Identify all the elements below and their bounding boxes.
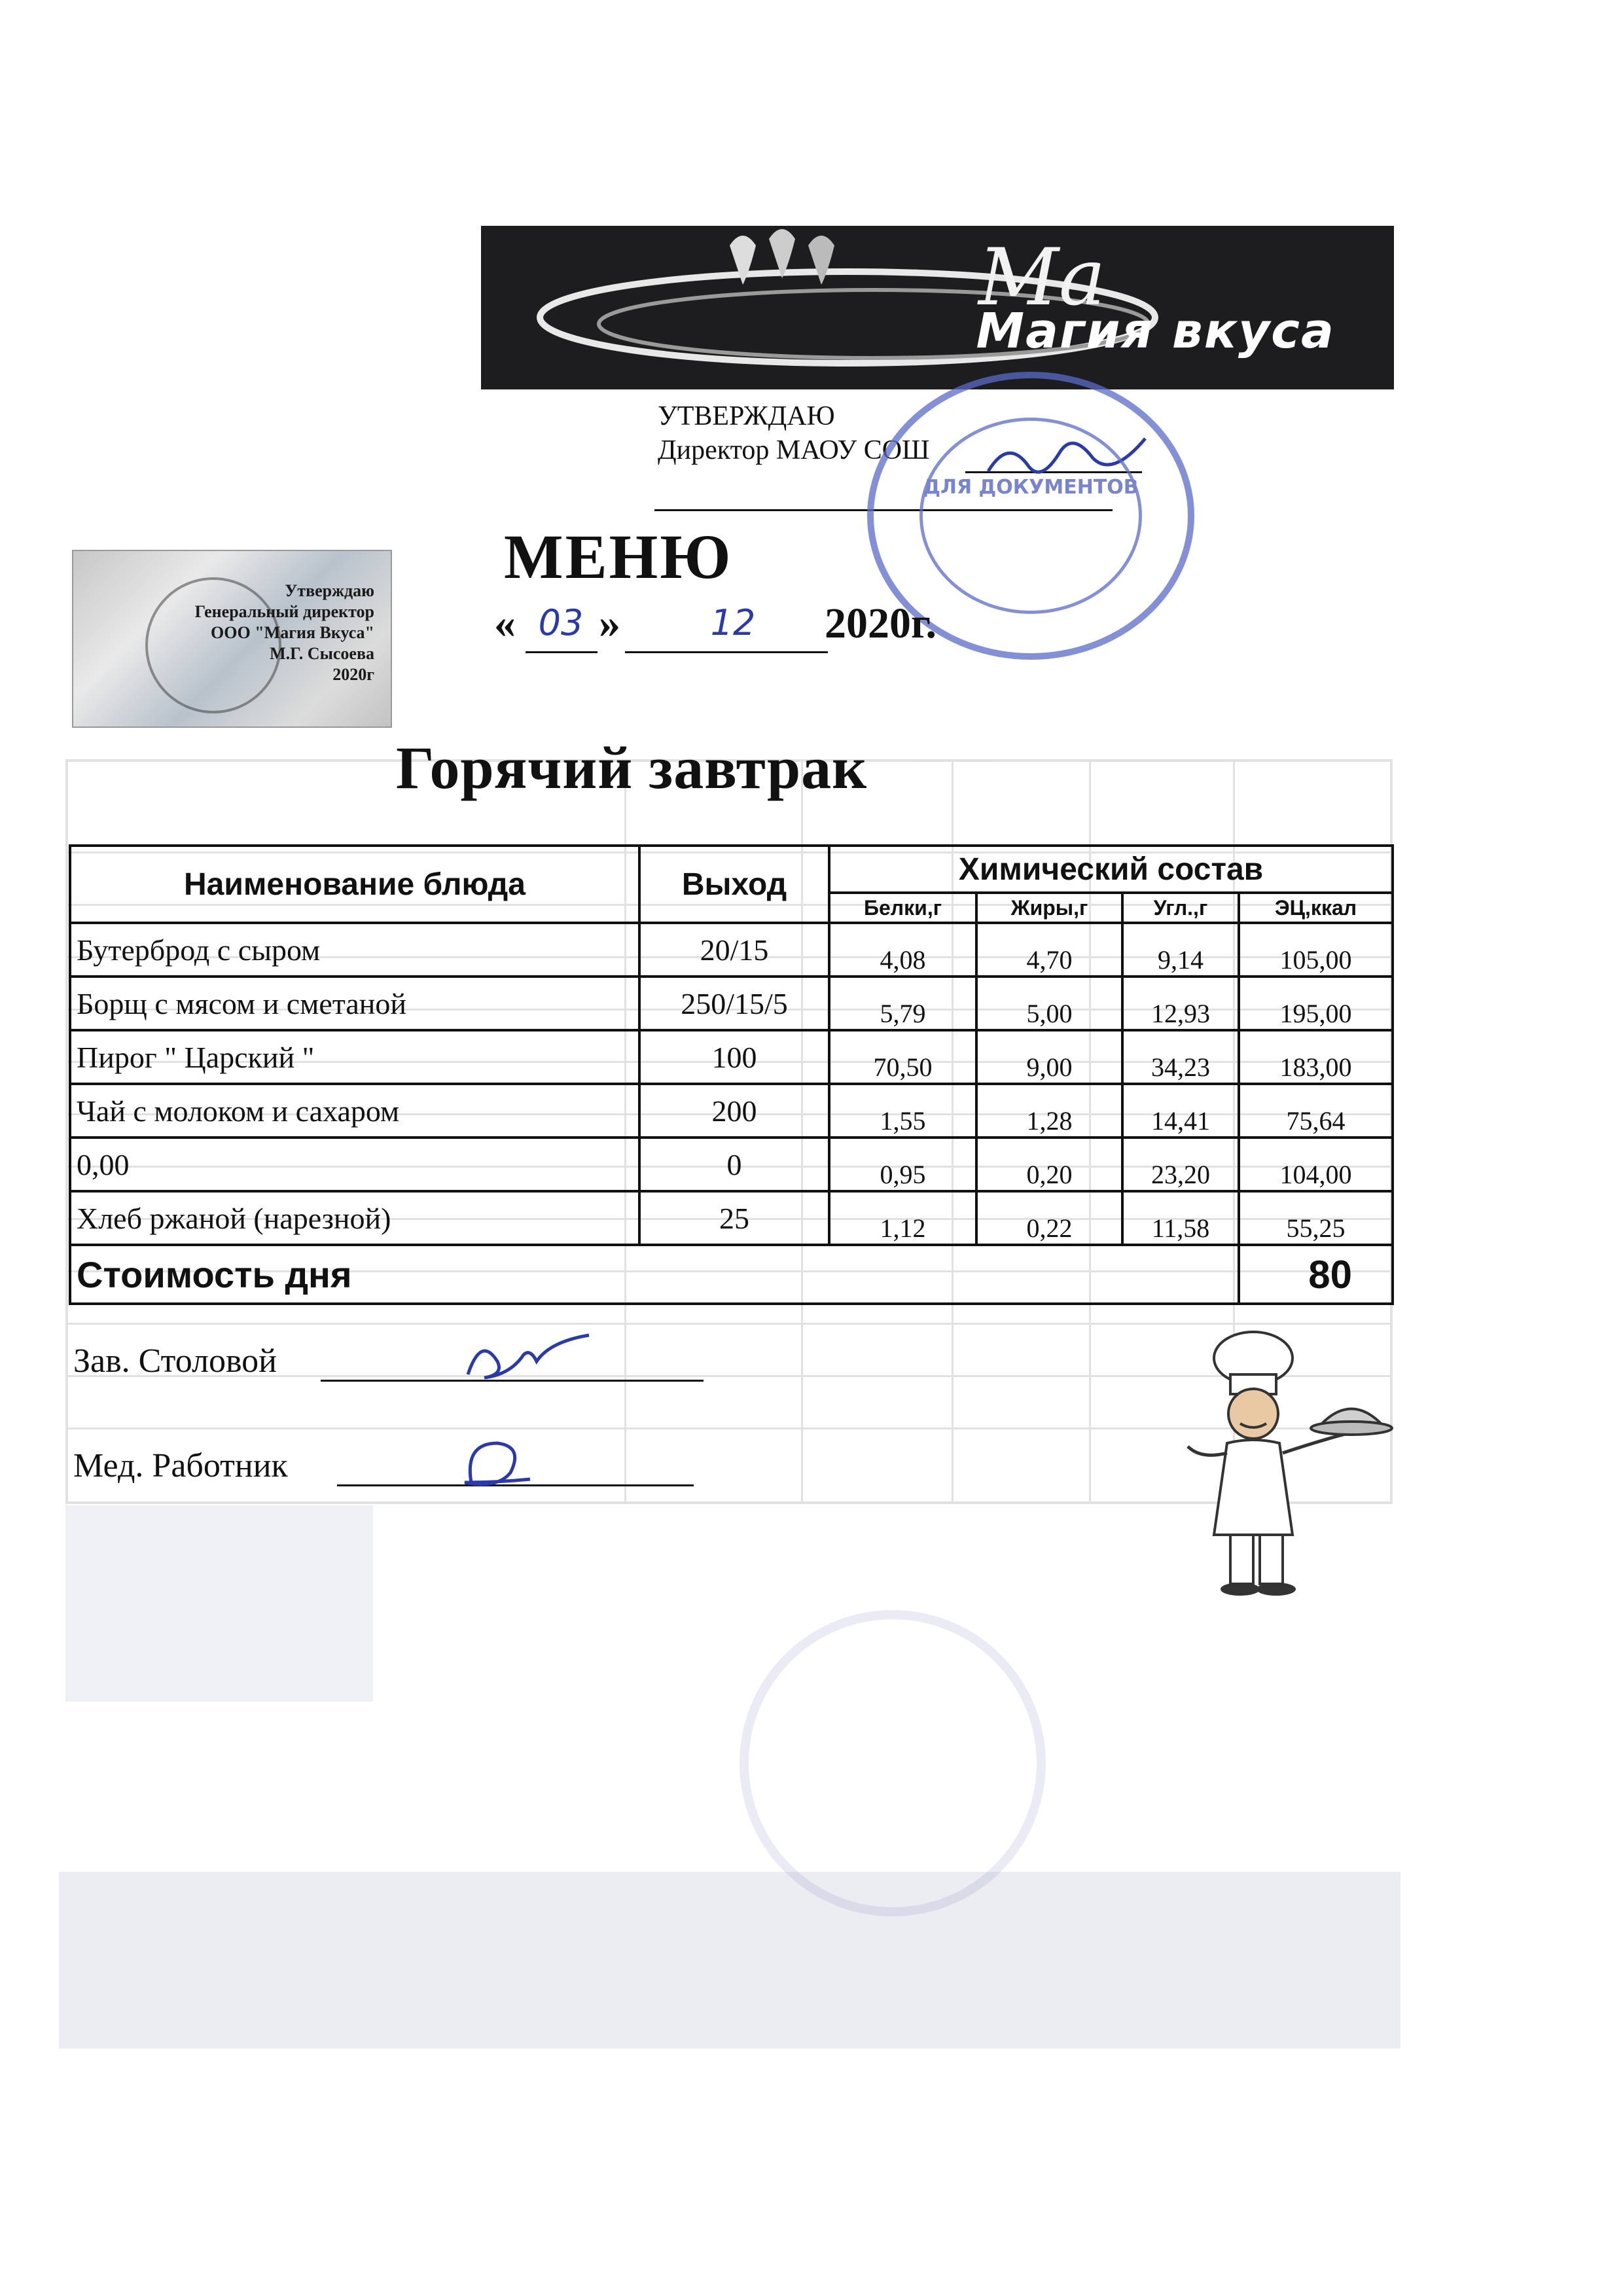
table-row [70, 1138, 1393, 1191]
dish-output: 200 [639, 1084, 829, 1138]
page-title: МЕНЮ [504, 522, 733, 592]
menu-table [69, 844, 1394, 1305]
dish-output: 0 [639, 1138, 829, 1191]
dish-energy: 55,25 [1239, 1191, 1393, 1245]
dish-output: 25 [639, 1191, 829, 1245]
dish-energy: 104,00 [1239, 1138, 1393, 1191]
menu-date [494, 599, 937, 649]
approval-director: Директор МАОУ СОШ [658, 435, 930, 465]
date-month: 12 [710, 602, 756, 643]
dish-protein: 1,12 [829, 1191, 976, 1245]
dish-energy: 105,00 [1239, 923, 1393, 977]
chef-illustration-icon [1178, 1329, 1400, 1604]
header-output: Выход [639, 846, 829, 923]
meal-subtitle: Горячий завтрак [396, 734, 868, 801]
dish-energy: 195,00 [1239, 977, 1393, 1030]
sticker-line: ООО "Магия Вкуса" [211, 623, 374, 642]
total-row [70, 1245, 1393, 1304]
header-fat: Жиры,г [976, 893, 1122, 923]
dish-protein: 5,79 [829, 977, 976, 1030]
medic-label: Мед. Работник [73, 1447, 288, 1484]
dish-name: Хлеб ржаной (нарезной) [70, 1191, 639, 1245]
company-logo [481, 226, 1394, 389]
stamp-inner-ring [919, 418, 1142, 614]
table-row [70, 977, 1393, 1030]
dish-name: Бутерброд с сыром [70, 923, 639, 977]
date-open-quote: « [494, 600, 516, 647]
dish-energy: 75,64 [1239, 1084, 1393, 1138]
bleed-through-logo [59, 1872, 1400, 2049]
logo-text: Магия вкуса [976, 303, 1335, 359]
dish-carbs: 9,14 [1122, 923, 1239, 977]
dish-fat: 4,70 [976, 923, 1122, 977]
bleed-through-stamp [740, 1610, 1046, 1916]
canteen-head-label: Зав. Столовой [73, 1342, 277, 1380]
header-energy: ЭЦ,ккал [1239, 893, 1393, 923]
dish-carbs: 14,41 [1122, 1084, 1239, 1138]
date-year: 2020г. [825, 600, 937, 647]
dish-output: 20/15 [639, 923, 829, 977]
dish-fat: 9,00 [976, 1030, 1122, 1084]
dish-protein: 1,55 [829, 1084, 976, 1138]
canteen-signature-icon [458, 1329, 602, 1388]
dish-carbs: 34,23 [1122, 1030, 1239, 1084]
sticker-line: М.Г. Сысоева [270, 644, 374, 663]
table-row [70, 1084, 1393, 1138]
header-protein: Белки,г [829, 893, 976, 923]
dish-output: 100 [639, 1030, 829, 1084]
total-label: Стоимость дня [70, 1245, 1239, 1304]
dish-protein: 0,95 [829, 1138, 976, 1191]
dish-fat: 5,00 [976, 977, 1122, 1030]
dish-energy: 183,00 [1239, 1030, 1393, 1084]
dish-name: 0,00 [70, 1138, 639, 1191]
bleed-through-sticker [65, 1505, 373, 1702]
date-close-quote: » [599, 600, 620, 647]
header-chem: Химический состав [829, 846, 1393, 893]
dish-name: Борщ с мясом и сметаной [70, 977, 639, 1030]
table-row [70, 1191, 1393, 1245]
approval-heading: УТВЕРЖДАЮ [658, 401, 835, 431]
header-carbs: Угл.,г [1122, 893, 1239, 923]
date-day: 03 [538, 602, 584, 643]
dish-carbs: 12,93 [1122, 977, 1239, 1030]
dish-fat: 0,22 [976, 1191, 1122, 1245]
sticker-line: Генеральный директор [194, 602, 374, 621]
stamp-center-text: ДЛЯ ДОКУМЕНТОВ [923, 476, 1139, 499]
dish-fat: 1,28 [976, 1084, 1122, 1138]
dish-name: Пирог " Царский " [70, 1030, 639, 1084]
table-row [70, 1030, 1393, 1084]
sticker-line: Утверждаю [285, 581, 374, 600]
header-name: Наименование блюда [70, 846, 639, 923]
dish-output: 250/15/5 [639, 977, 829, 1030]
table-row [70, 923, 1393, 977]
total-value: 80 [1239, 1245, 1393, 1304]
dish-fat: 0,20 [976, 1138, 1122, 1191]
approval-sticker [72, 550, 392, 728]
svg-text:Ма: Ма [978, 232, 1106, 323]
sticker-line: 2020г [332, 665, 374, 684]
date-day-underline [526, 651, 597, 653]
dish-carbs: 23,20 [1122, 1138, 1239, 1191]
dish-name: Чай с молоком и сахаром [70, 1084, 639, 1138]
medic-signature-icon [452, 1430, 543, 1489]
dish-protein: 4,08 [829, 923, 976, 977]
dish-protein: 70,50 [829, 1030, 976, 1084]
dish-carbs: 11,58 [1122, 1191, 1239, 1245]
date-month-underline [625, 651, 828, 653]
